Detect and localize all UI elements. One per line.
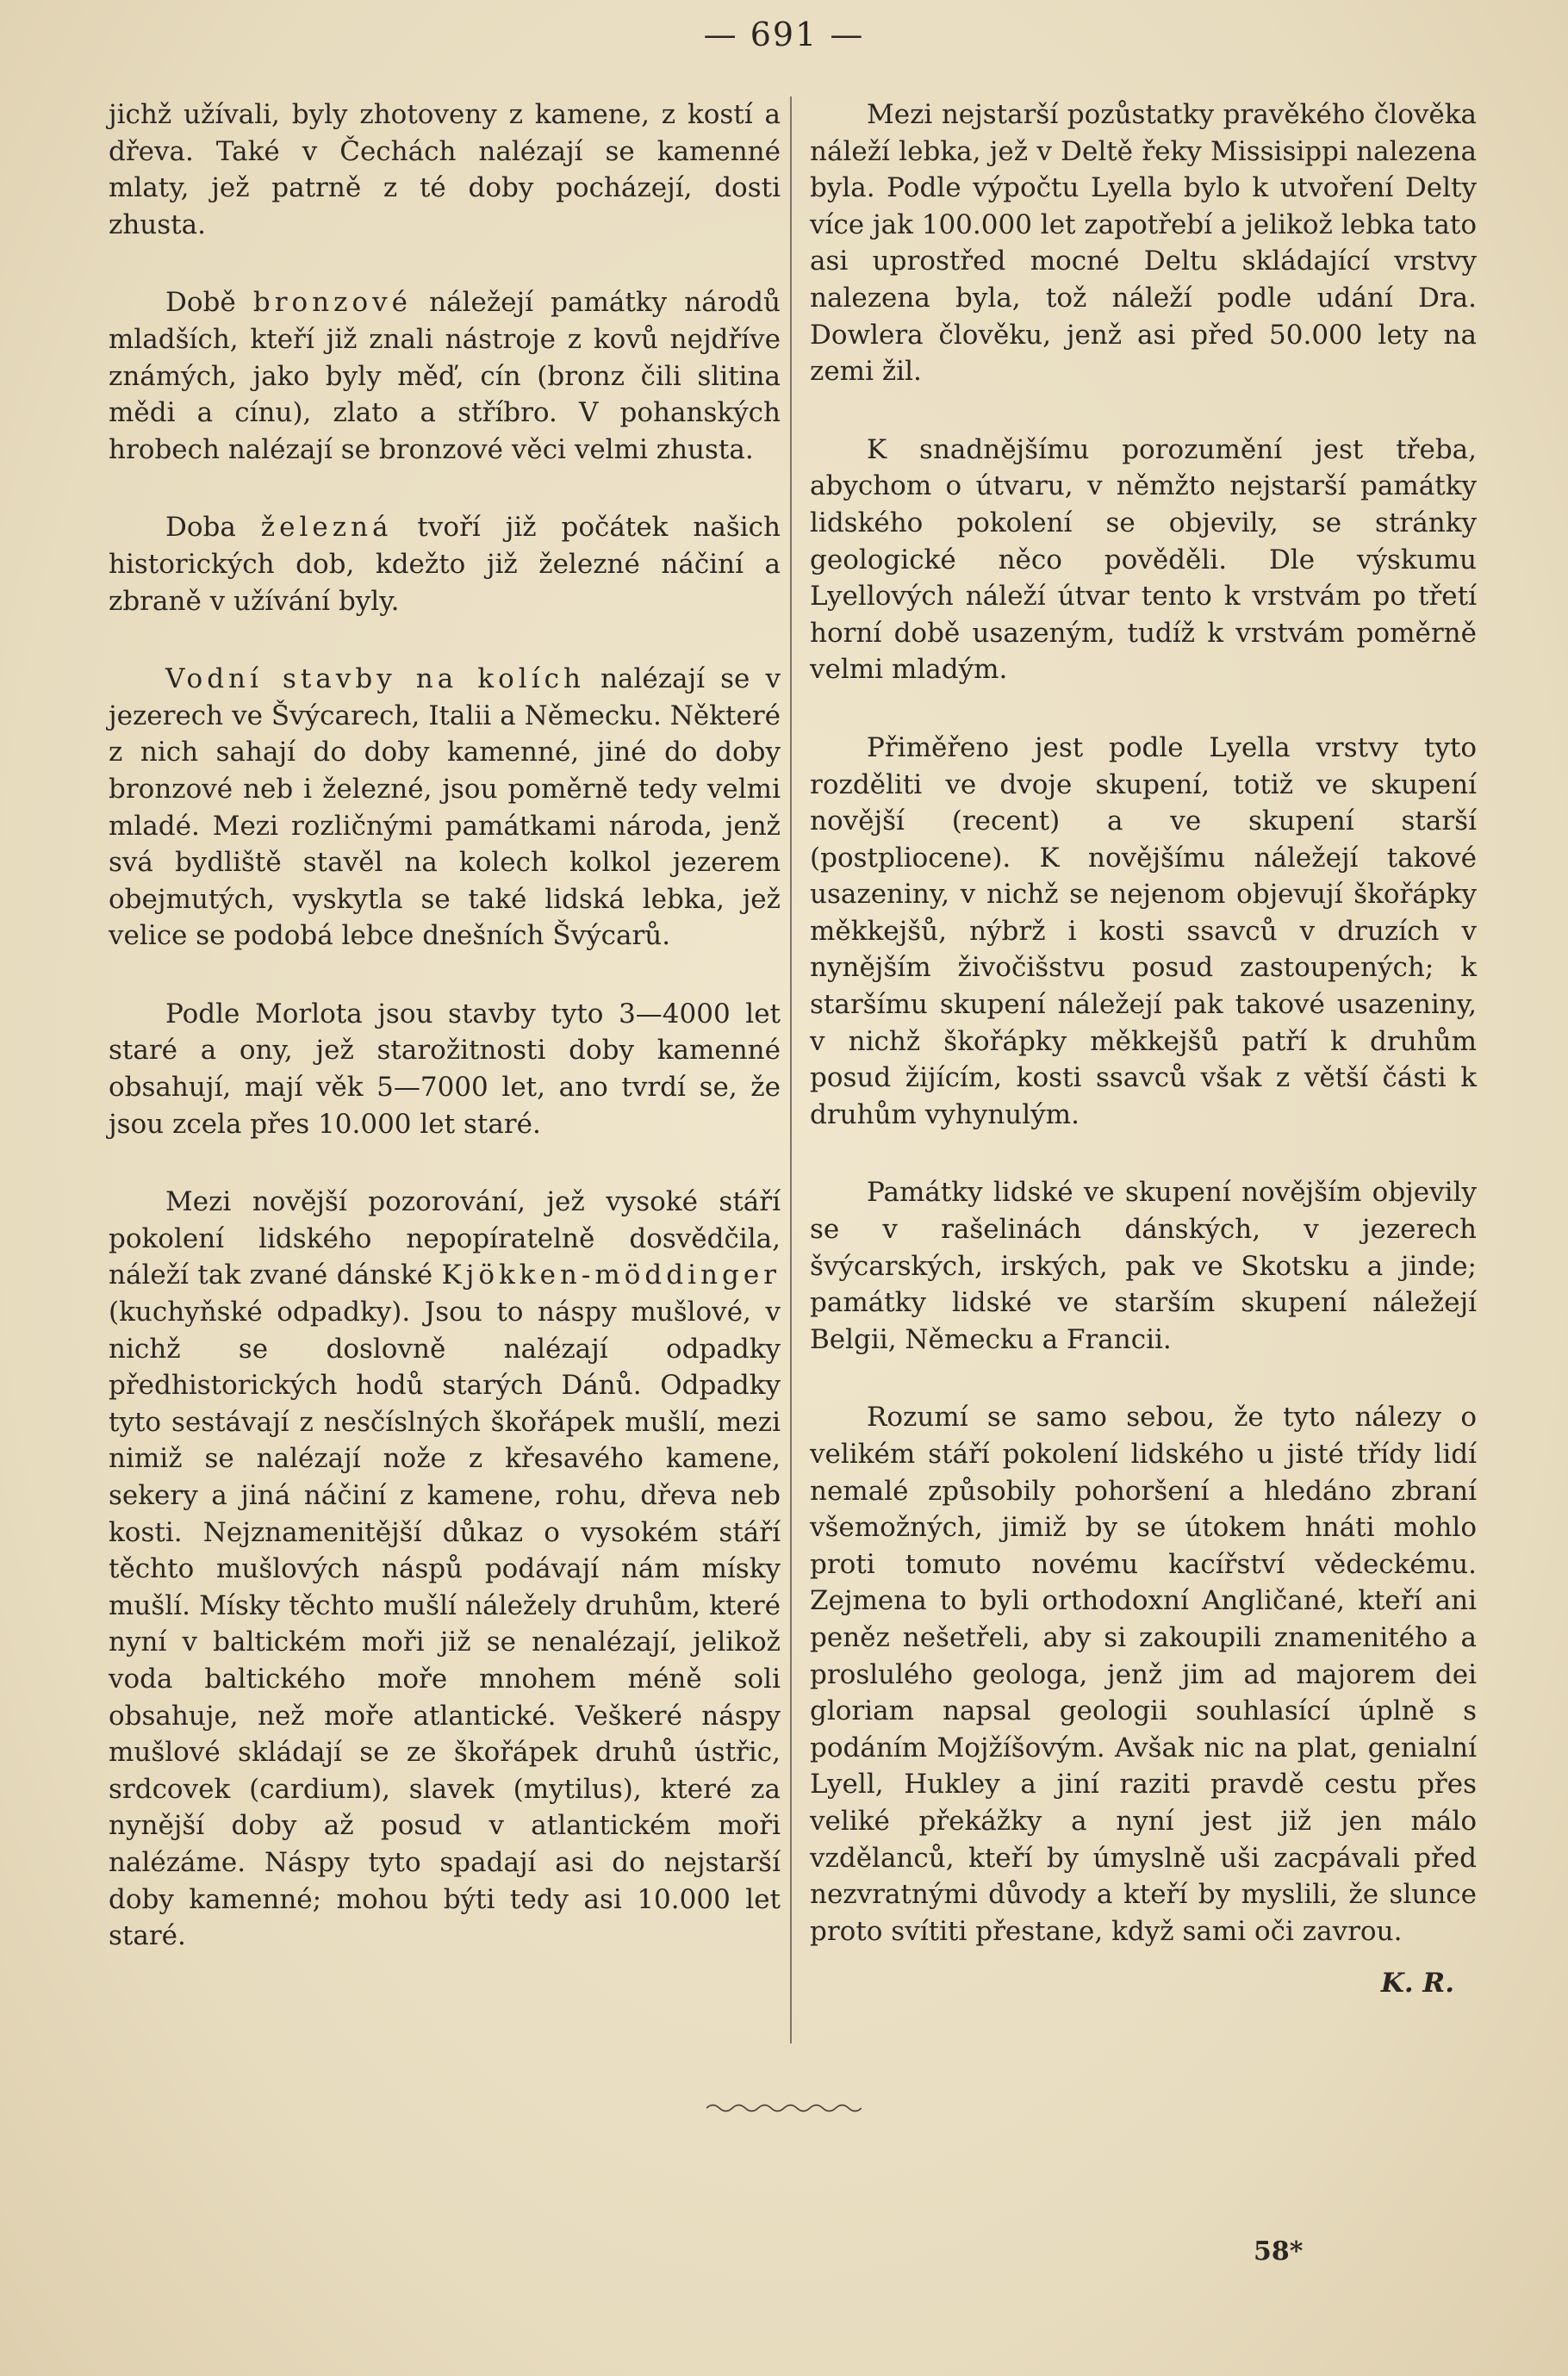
paragraph [810, 432, 1477, 688]
text-run: jichž užívali, byly zhotoveny z kamene, z kostí a dřeva. Také v Čechách nalézají se kamenné mlaty, jež patrně z té doby pocházejí, dosti zhusta. [109, 99, 781, 240]
paragraph [109, 284, 781, 468]
spaced-emphasis: Vodní stavby na kolích [165, 663, 585, 695]
tilde-ornament [706, 2102, 862, 2114]
signature-mark: 58* [1254, 2236, 1304, 2267]
paragraph [810, 1399, 1477, 1950]
text-run: Doba [165, 512, 261, 544]
paragraph [109, 1184, 781, 1954]
text-run: K snadnějšímu porozumění jest třeba, abychom o útvaru, v němžto nejstarší památky lidského pokolení se objevily, se stránky geologické něco pověděli. Dle výskumu Lyellových náleží útvar tento k vrstvám po třetí horní době usazeným, tudíž k vrstvám poměrně velmi mladým. [810, 433, 1477, 686]
paragraph [810, 730, 1477, 1134]
text-run: nalézají se v jezerech ve Švýcarech, Italii a Německu. Některé z nich sahají do doby kamenné, jiné do doby bronzové neb i železné, jsou poměrně tedy velmi mladé. Mezi rozličnými památkami národa, jenž svá bydliště stavěl na kolech kolkol jezerem obejmutých, vyskytla se také lidská lebka, jež velice se podobá lebce dnešních Švýcarů. [109, 663, 781, 952]
paragraph [810, 1174, 1477, 1358]
spaced-emphasis: Kjökken-möddinger [441, 1260, 781, 1291]
left-column [109, 96, 781, 1996]
author-signature: K. R. [1380, 1968, 1454, 2000]
spaced-emphasis: železná [260, 512, 393, 544]
text-run: Podle Morlota jsou stavby tyto 3—4000 let staré a ony, jež starožitnosti doby kamenné obsahují, mají věk 5—7000 let, ano tvrdí se, že jsou zcela přes 10.000 let staré. [109, 998, 781, 1140]
text-run: Době [165, 287, 253, 319]
paragraph-continued [109, 96, 781, 243]
spaced-emphasis: bronzové [252, 287, 412, 319]
paragraph [109, 509, 781, 619]
paragraph [109, 661, 781, 955]
text-run: Mezi novější pozorování, jež vysoké stáří pokolení lidského nepopíratelně dosvědčila, náleží tak zvané dánské [109, 1186, 781, 1291]
text-run: náležejí památky národů mladších, kteří již znali nástroje z kovů nejdříve známých, jako byly měď, cín (bronz čili slitina mědi a cínu), zlato a stříbro. V pohanských hrobech nalézají se bronzové věci velmi zhusta. [109, 287, 781, 465]
paragraph [810, 96, 1477, 390]
text-run: Památky lidské ve skupení novějším objevily se v rašelinách dánských, v jezerech švýcarských, irských, pak ve Skotsku a jinde; památky lidské ve starším skupení náležejí Belgii, Německu a Francii. [810, 1177, 1477, 1355]
text-run: tvoří již počátek našich historických dob, kdežto již železné náčiní a zbraně v užívání byly. [109, 512, 781, 617]
text-run: Rozumí se samo sebou, že tyto nálezy o velikém stáří pokolení lidského u jisté třídy lidí nemalé způsobily pohoršení a hledáno zbraní všemožných, jimiž by se útokem hnáti mohlo proti tomuto novému kacířství vědeckému. Zejmena to byli orthodoxní Angličané, kteří ani peněz nešetřeli, aby si zakoupili znamenitého a proslulého geologa, jenž jim ad majorem dei gloriam napsal geologii souhlasící úplně s podáním Mojžíšovým. Avšak nic na plat, genialní Lyell, Hukley a jiní raziti pravdě cestu přes veliké překážky a nyní jest již jen málo vzdělanců, kteří by úmyslně uši zacpávali před nezvratnými důvody a kteří by myslili, že slunce proto svítiti přestane, když sami oči zavrou. [810, 1402, 1477, 1947]
text-run: (kuchyňské odpadky). Jsou to náspy mušlové, v nichž se doslovně nalézají odpadky předhistorických hodů starých Dánů. Odpadky tyto sestávají z nesčíslných škořápek mušlí, mezi nimiž se nalézají nože z křesavého kamene, sekery a jiná náčiní z kamene, rohu, dřeva neb kosti. Nejznamenitější důkaz o vysokém stáří těchto mušlových náspů podávají nám mísky mušlí. Mísky těchto mušlí náležely druhům, které nyní v baltickém moři již se nenalézají, jelikož voda baltického moře mnohem méně soli obsahuje, než moře atlantické. Veškeré náspy mušlové skládají se ze škořápek druhů ústřic, srdcovek (cardium), slavek (mytilus), které za nynější doby až posud v atlantickém moři nalézáme. Náspy tyto spadají asi do nejstarší doby kamenné; mohou býti tedy asi 10.000 let staré. [109, 1297, 781, 1952]
column-divider [790, 96, 792, 2043]
right-column [810, 96, 1477, 2002]
text-run: Přiměřeno jest podle Lyella vrstvy tyto rozděliti ve dvoje skupení, totiž ve skupení novější (recent) a ve skupení starší (postpliocene). K novějšímu náležejí takové usazeniny, v nichž se nejenom objevují škořápky měkkejšů, nýbrž i kosti ssavců v druzích v nynějším živočišstvu posud zastoupených; k staršímu skupení náležejí pak takové usazeniny, v nichž škořápky měkkejšů patří k druhům posud žijícím, kosti ssavců však z větší části k druhům vyhynulým. [810, 731, 1477, 1130]
text-run: Mezi nejstarší pozůstatky pravěkého člověka náleží lebka, jež v Deltě řeky Missisippi nalezena byla. Podle výpočtu Lyella bylo k utvoření Delty více jak 100.000 let zapotřebí a jelikož lebka tato asi uprostřed mocné Deltu skládající vrstvy nalezena byla, tož náleží podle udání Dra. Dowlera člověku, jenž asi před 50.000 lety na zemi žil. [810, 99, 1477, 388]
page-number: — 691 — [703, 16, 865, 53]
paragraph [109, 996, 781, 1142]
